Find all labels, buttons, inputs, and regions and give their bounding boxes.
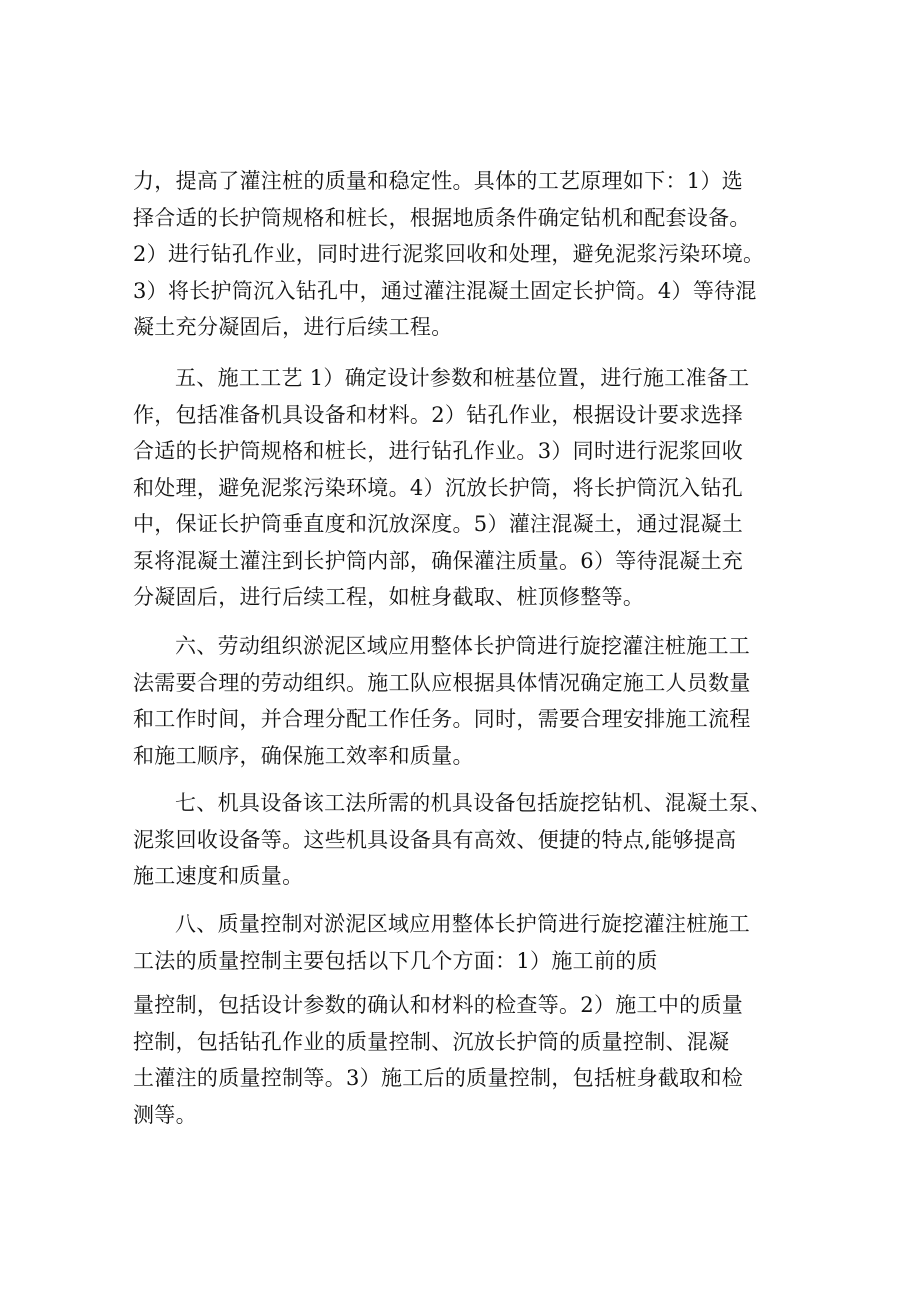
text-line: 凝土充分凝固后，进行后续工程。 [133, 315, 453, 339]
text-line: 八、质量控制对淤泥区域应用整体长护筒进行旋挖灌注桩施工 [175, 912, 751, 936]
text-line: 六、劳动组织淤泥区域应用整体长护筒进行旋挖灌注桩施工工 [175, 634, 751, 658]
text-line: 合适的长护筒规格和桩长，进行钻孔作业。3）同时进行泥浆回收 [133, 439, 744, 463]
text-line: 控制，包括钻孔作业的质量控制、沉放长护筒的质量控制、混凝 [133, 1029, 730, 1054]
text-line: 五、施工工艺 1）确定设计参数和桩基位置，进行施工准备工 [175, 366, 750, 390]
text-line: 工法的质量控制主要包括以下几个方面：1）施工前的质 [133, 948, 658, 973]
text-line: 土灌注的质量控制等。3）施工后的质量控制，包括桩身截取和检 [133, 1066, 744, 1090]
text-line: 力，提高了灌注桩的质量和稳定性。具体的工艺原理如下：1）选 [133, 169, 744, 193]
text-line: 和工作时间，并合理分配工作任务。同时，需要合理安排施工流程 [133, 707, 751, 731]
text-line: 泵将混凝土灌注到长护筒内部，确保灌注质量。6）等待混凝土充 [133, 548, 744, 573]
text-line: 3）将长护筒沉入钻孔中，通过灌注混凝土固定长护筒。4）等待混 [133, 278, 757, 303]
paragraph-construction-process [133, 360, 813, 616]
text-line: 施工速度和质量。 [133, 864, 304, 888]
text-line: 七、机具设备该工法所需的机具设备包括旋挖钻机、混凝土泵、 [175, 791, 772, 815]
text-line: 泥浆回收设备等。这些机具设备具有高效、便捷的特点,能够提高 [133, 827, 737, 852]
text-line: 量控制，包括设计参数的确认和材料的检查等。2）施工中的质量 [133, 993, 744, 1017]
text-line: 和处理，避免泥浆污染环境。4）沉放长护筒，将长护筒沉入钻孔 [133, 475, 744, 500]
text-line: 2）进行钻孔作业，同时进行泥浆回收和处理，避免泥浆污染环境。 [133, 242, 765, 266]
paragraph-process-principle [133, 163, 813, 346]
text-line: 中，保证长护筒垂直度和沉放深度。5）灌注混凝土，通过混凝土 [133, 512, 744, 536]
text-line: 分凝固后，进行后续工程，如桩身截取、桩顶修整等。 [133, 585, 645, 609]
paragraph-labor-organization [133, 628, 813, 774]
text-line: 作，包括准备机具设备和材料。2）钻孔作业，根据设计要求选择 [133, 402, 744, 427]
paragraph-quality-control [133, 906, 813, 979]
paragraph-quality-control-continued [133, 987, 813, 1133]
text-line: 法需要合理的劳动组织。施工队应根据具体情况确定施工人员数量 [133, 670, 751, 695]
text-line: 择合适的长护筒规格和桩长，根据地质条件确定钻机和配套设备。 [133, 205, 751, 230]
text-line: 测等。 [133, 1102, 197, 1127]
paragraph-equipment [133, 785, 813, 895]
text-line: 和施工顺序，确保施工效率和质量。 [133, 743, 474, 768]
